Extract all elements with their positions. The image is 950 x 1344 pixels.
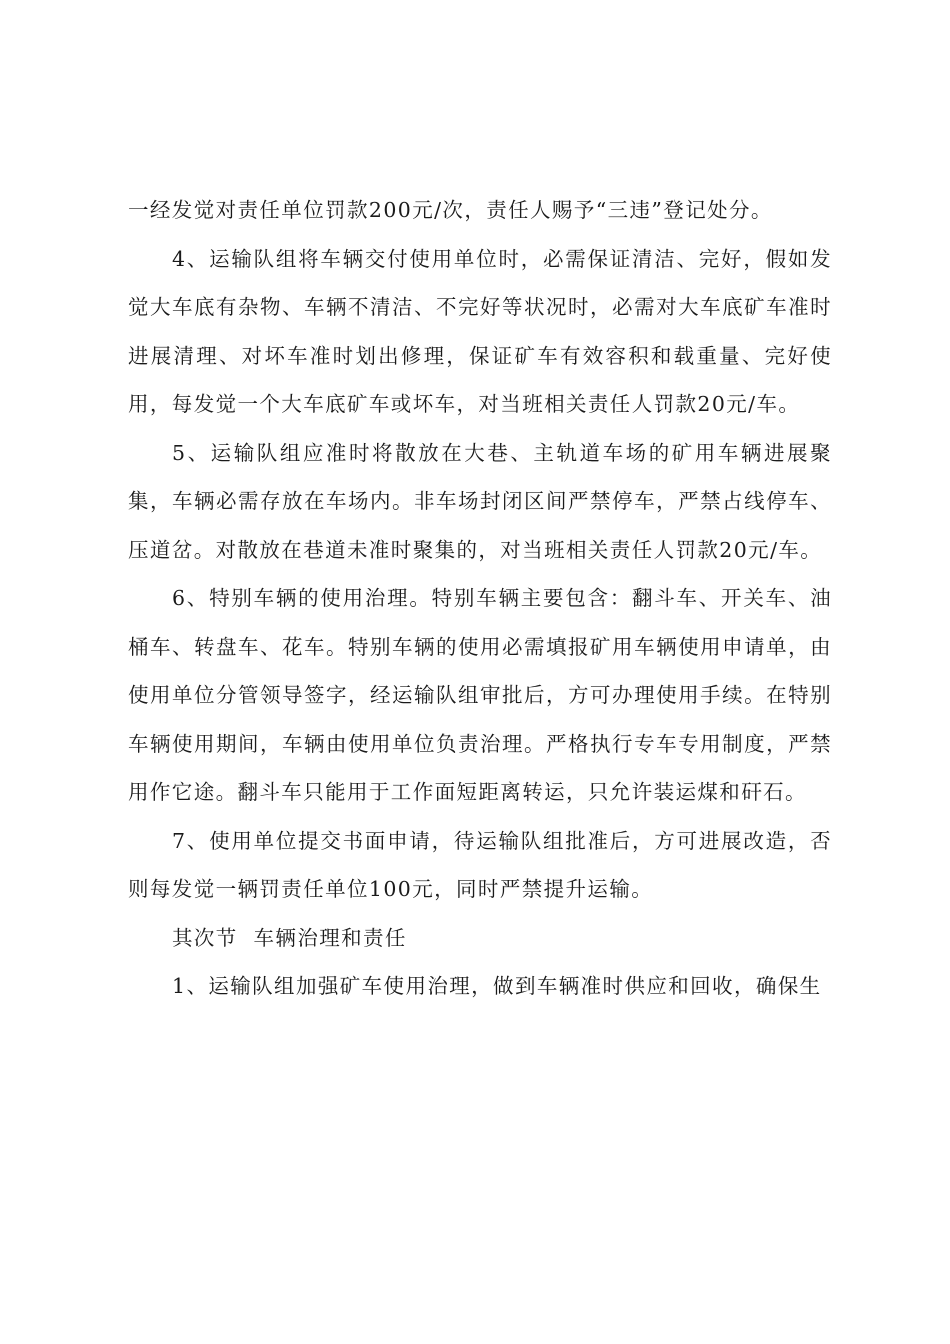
paragraph-item-6: 6、特别车辆的使用治理。特别车辆主要包含：翻斗车、开关车、油桶车、转盘车、花车。特别车辆的使用必需填报矿用车辆使用申请单，由使用单位分管领导签字，经运输队组审批后，方可办理使用手续。在特别车辆使用期间，车辆由使用单位负责治理。严格执行专车专用制度，严禁用作它途。翻斗车只能用于工作面短距离转运，只允许装运煤和矸石。 [128, 586, 832, 804]
paragraph-item-7: 7、使用单位提交书面申请，待运输队组批准后，方可进展改造，否则每发觉一辆罚责任单位100元，同时严禁提升运输。 [128, 828, 832, 901]
paragraph-item-4: 4、运输队组将车辆交付使用单位时，必需保证清洁、完好，假如发觉大车底有杂物、车辆不清洁、不完好等状况时，必需对大车底矿车准时进展清理、对坏车准时划出修理，保证矿车有效容积和载重量、完好使用，每发觉一个大车底矿车或坏车，对当班相关责任人罚款20元/车。 [128, 246, 832, 416]
document-body [128, 186, 832, 1011]
paragraph-continuation: 一经发觉对责任单位罚款200元/次，责任人赐予“三违”登记处分。 [128, 198, 773, 222]
paragraph-item-5: 5、运输队组应准时将散放在大巷、主轨道车场的矿用车辆进展聚集，车辆必需存放在车场内。非车场封闭区间严禁停车，严禁占线停车、压道岔。对散放在巷道未准时聚集的，对当班相关责任人罚款20元/车。 [128, 440, 832, 562]
paragraph-item-1: 1、运输队组加强矿车使用治理，做到车辆准时供应和回收，确保生 [172, 974, 822, 998]
section-heading: 其次节 车辆治理和责任 [172, 925, 407, 950]
